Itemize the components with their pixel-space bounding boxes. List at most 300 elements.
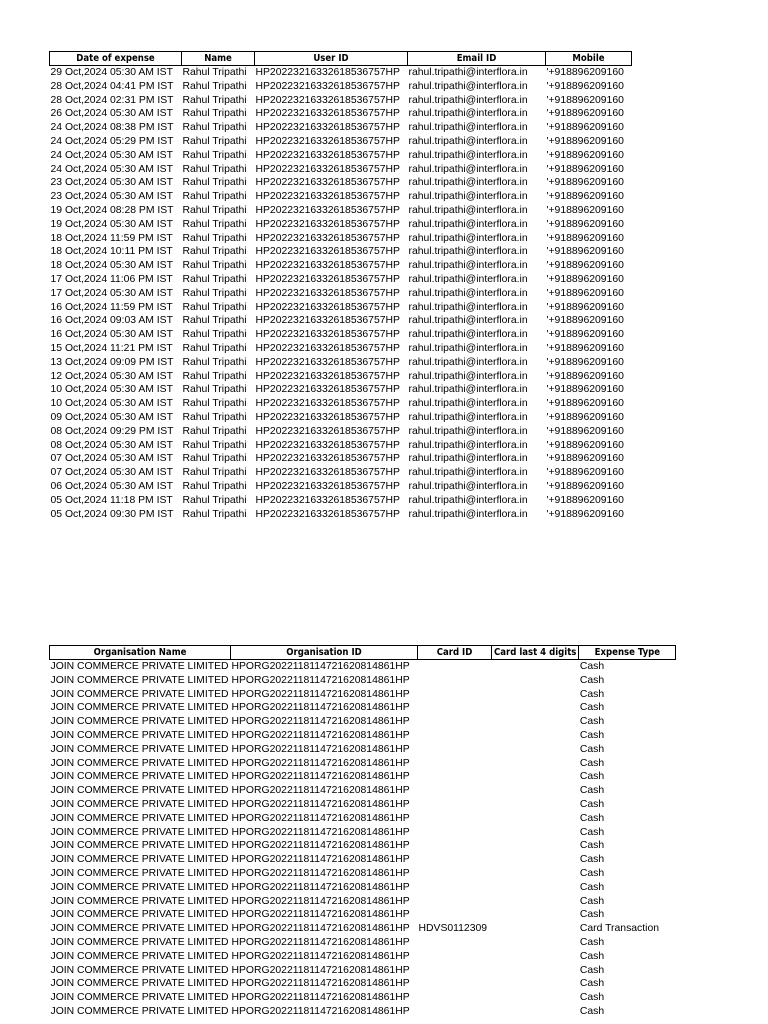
table-row [50, 784, 676, 798]
cell-date: 17 Oct,2024 11:06 PM IST [50, 273, 173, 285]
table-header-row [50, 646, 676, 660]
cell-name: Rahul Tripathi [182, 480, 247, 492]
cell-name: Rahul Tripathi [182, 94, 247, 106]
cell-name: Rahul Tripathi [182, 204, 247, 216]
cell-name: Rahul Tripathi [182, 260, 247, 272]
cell-date: 23 Oct,2024 05:30 AM IST [50, 191, 173, 203]
cell-date: 13 Oct,2024 09:09 PM IST [50, 356, 174, 368]
cell-card-id [418, 853, 492, 867]
cell-mobile: '+918896209160 [546, 453, 624, 465]
cell-email: rahul.tripathi@interflora.in [408, 329, 528, 341]
cell-user-id: HP20223216332618536757HP [255, 356, 400, 368]
cell-card-id [418, 826, 492, 840]
table-row [50, 839, 676, 853]
cell-organisation-id: HPORG2022118114721620814861HP [231, 661, 410, 672]
cell-mobile: '+918896209160 [546, 398, 624, 410]
table-row [50, 798, 676, 812]
cell-date: 05 Oct,2024 09:30 PM IST [50, 508, 174, 520]
expense-user-table [49, 51, 632, 521]
cell-mobile: '+918896209160 [546, 177, 624, 189]
cell-expense-type: Cash [579, 854, 605, 866]
cell-email: rahul.tripathi@interflora.in [408, 80, 528, 92]
cell-card-id [418, 936, 492, 950]
cell-organisation-id: HPORG2022118114721620814861HP [231, 867, 410, 879]
cell-organisation-id: HPORG2022118114721620814861HP [231, 812, 410, 824]
cell-expense-type: Cash [579, 992, 605, 1004]
cell-organisation-id: HPORG2022118114721620814861HP [231, 674, 410, 686]
cell-organisation-id: HPORG2022118114721620814861HP [231, 702, 410, 714]
table-row [50, 977, 676, 991]
cell-name: Rahul Tripathi [182, 273, 247, 285]
cell-email: rahul.tripathi@interflora.in [408, 342, 528, 354]
cell-organisation-id: HPORG2022118114721620814861HP [231, 771, 410, 783]
column-header-email: Email ID [408, 52, 546, 66]
cell-user-id: HP20223216332618536757HP [255, 370, 400, 382]
cell-date: 24 Oct,2024 08:38 PM IST [50, 122, 174, 134]
cell-card-id [418, 798, 492, 812]
cell-date: 12 Oct,2024 05:30 AM IST [50, 370, 173, 382]
table-row [50, 259, 632, 273]
cell-expense-type: Cash [579, 964, 605, 976]
table-row [50, 439, 632, 453]
cell-organisation-id: HPORG2022118114721620814861HP [231, 923, 410, 935]
cell-name: Rahul Tripathi [182, 425, 247, 437]
cell-expense-type: Cash [579, 826, 605, 838]
table-row [50, 770, 676, 784]
cell-name: Rahul Tripathi [182, 370, 247, 382]
cell-expense-type: Cash [579, 936, 605, 948]
cell-mobile: '+918896209160 [546, 494, 624, 506]
table-row [50, 107, 632, 121]
cell-expense-type: Cash [579, 895, 605, 907]
cell-user-id: HP20223216332618536757HP [255, 384, 400, 396]
cell-user-id: HP20223216332618536757HP [255, 204, 400, 216]
cell-mobile: '+918896209160 [546, 191, 624, 203]
cell-user-id: HP20223216332618536757HP [255, 122, 400, 134]
cell-date: 18 Oct,2024 10:11 PM IST [50, 246, 173, 258]
cell-date: 24 Oct,2024 05:30 AM IST [50, 163, 173, 175]
cell-name: Rahul Tripathi [182, 135, 247, 147]
cell-user-id: HP20223216332618536757HP [255, 329, 400, 341]
table-row [50, 1005, 676, 1019]
cell-mobile: '+918896209160 [546, 135, 624, 147]
cell-mobile: '+918896209160 [546, 163, 624, 175]
cell-card-id [418, 881, 492, 895]
cell-name: Rahul Tripathi [182, 342, 247, 354]
cell-date: 16 Oct,2024 09:03 AM IST [50, 315, 173, 327]
cell-card-last-4 [492, 895, 579, 909]
cell-date: 06 Oct,2024 05:30 AM IST [50, 480, 173, 492]
cell-name: Rahul Tripathi [182, 329, 247, 341]
table-row [50, 397, 632, 411]
cell-mobile: '+918896209160 [546, 273, 624, 285]
cell-expense-type: Cash [579, 840, 605, 852]
cell-organisation-name: JOIN COMMERCE PRIVATE LIMITED [50, 826, 229, 838]
cell-date: 26 Oct,2024 05:30 AM IST [50, 108, 173, 120]
table-row [50, 383, 632, 397]
cell-name: Rahul Tripathi [182, 494, 247, 506]
table-row [50, 273, 632, 287]
cell-user-id: HP20223216332618536757HP [255, 425, 400, 437]
cell-user-id: HP20223216332618536757HP [255, 287, 400, 299]
cell-organisation-name: JOIN COMMERCE PRIVATE LIMITED [50, 1005, 229, 1017]
cell-organisation-id: HPORG2022118114721620814861HP [231, 840, 410, 852]
cell-date: 09 Oct,2024 05:30 AM IST [50, 411, 173, 423]
cell-user-id: HP20223216332618536757HP [255, 80, 400, 92]
table-row [50, 674, 676, 688]
cell-organisation-name: JOIN COMMERCE PRIVATE LIMITED [50, 702, 229, 714]
cell-organisation-name: JOIN COMMERCE PRIVATE LIMITED [50, 812, 229, 824]
cell-card-id [418, 867, 492, 881]
cell-organisation-id: HPORG2022118114721620814861HP [231, 881, 410, 893]
cell-expense-type: Cash [579, 757, 605, 769]
table-row [50, 757, 676, 771]
cell-organisation-id: HPORG2022118114721620814861HP [231, 936, 410, 948]
table-row [50, 66, 632, 80]
cell-mobile: '+918896209160 [546, 329, 624, 341]
table-row [50, 895, 676, 909]
cell-date: 08 Oct,2024 05:30 AM IST [50, 439, 173, 451]
cell-user-id: HP20223216332618536757HP [255, 260, 400, 272]
cell-organisation-name: JOIN COMMERCE PRIVATE LIMITED [50, 881, 229, 893]
cell-email: rahul.tripathi@interflora.in [408, 287, 528, 299]
cell-mobile: '+918896209160 [546, 480, 624, 492]
table-row [50, 991, 676, 1005]
cell-email: rahul.tripathi@interflora.in [408, 246, 528, 258]
cell-organisation-id: HPORG2022118114721620814861HP [231, 964, 410, 976]
table-row [50, 881, 676, 895]
cell-organisation-name: JOIN COMMERCE PRIVATE LIMITED [50, 895, 229, 907]
cell-name: Rahul Tripathi [182, 398, 247, 410]
cell-organisation-name: JOIN COMMERCE PRIVATE LIMITED [50, 909, 229, 921]
cell-email: rahul.tripathi@interflora.in [408, 398, 528, 410]
cell-card-id [418, 660, 492, 674]
cell-organisation-id: HPORG2022118114721620814861HP [231, 1005, 410, 1017]
table-row [50, 494, 632, 508]
cell-expense-type: Cash [579, 881, 605, 893]
cell-date: 08 Oct,2024 09:29 PM IST [50, 425, 174, 437]
cell-user-id: HP20223216332618536757HP [255, 315, 400, 327]
column-header-card-id: Card ID [418, 646, 492, 660]
cell-date: 29 Oct,2024 05:30 AM IST [50, 67, 173, 78]
cell-card-id: HDVS0112309 [418, 923, 488, 935]
table-row [50, 245, 632, 259]
table-row [50, 163, 632, 177]
column-header-date: Date of expense [50, 52, 182, 66]
cell-email: rahul.tripathi@interflora.in [408, 467, 528, 479]
cell-organisation-name: JOIN COMMERCE PRIVATE LIMITED [50, 964, 229, 976]
cell-card-id [418, 964, 492, 978]
cell-mobile: '+918896209160 [546, 315, 624, 327]
cell-mobile: '+918896209160 [546, 122, 624, 134]
cell-name: Rahul Tripathi [182, 439, 247, 451]
cell-email: rahul.tripathi@interflora.in [408, 494, 528, 506]
cell-card-last-4 [492, 798, 579, 812]
cell-card-last-4 [492, 784, 579, 798]
cell-organisation-name: JOIN COMMERCE PRIVATE LIMITED [50, 729, 229, 741]
cell-card-id [418, 950, 492, 964]
table-row [50, 328, 632, 342]
cell-email: rahul.tripathi@interflora.in [408, 453, 528, 465]
cell-organisation-id: HPORG2022118114721620814861HP [231, 743, 410, 755]
column-header-organisation-id: Organisation ID [231, 646, 418, 660]
cell-date: 28 Oct,2024 04:41 PM IST [50, 80, 174, 92]
cell-organisation-name: JOIN COMMERCE PRIVATE LIMITED [50, 840, 229, 852]
cell-expense-type: Cash [579, 909, 605, 921]
table-row [50, 342, 632, 356]
cell-card-last-4 [492, 936, 579, 950]
cell-user-id: HP20223216332618536757HP [255, 177, 400, 189]
cell-date: 18 Oct,2024 11:59 PM IST [50, 232, 173, 244]
cell-organisation-id: HPORG2022118114721620814861HP [231, 895, 410, 907]
table-row [50, 660, 676, 674]
column-header-expense-type: Expense Type [579, 646, 676, 660]
cell-user-id: HP20223216332618536757HP [255, 342, 400, 354]
cell-user-id: HP20223216332618536757HP [255, 246, 400, 258]
table-row [50, 314, 632, 328]
cell-name: Rahul Tripathi [182, 467, 247, 479]
cell-card-last-4 [492, 729, 579, 743]
cell-card-id [418, 839, 492, 853]
column-header-user-id: User ID [255, 52, 408, 66]
cell-email: rahul.tripathi@interflora.in [408, 384, 528, 396]
table-row [50, 80, 632, 94]
cell-card-last-4 [492, 839, 579, 853]
cell-expense-type: Card Transaction [579, 923, 659, 935]
cell-mobile: '+918896209160 [546, 467, 624, 479]
cell-email: rahul.tripathi@interflora.in [408, 67, 528, 78]
cell-mobile: '+918896209160 [546, 204, 624, 216]
cell-mobile: '+918896209160 [546, 232, 624, 244]
cell-email: rahul.tripathi@interflora.in [408, 411, 528, 423]
cell-card-last-4 [492, 1005, 579, 1019]
cell-expense-type: Cash [579, 661, 605, 672]
cell-user-id: HP20223216332618536757HP [255, 135, 400, 147]
cell-card-last-4 [492, 688, 579, 702]
cell-name: Rahul Tripathi [182, 384, 247, 396]
table-row [50, 94, 632, 108]
cell-card-id [418, 715, 492, 729]
cell-mobile: '+918896209160 [546, 508, 624, 520]
cell-card-id [418, 908, 492, 922]
cell-name: Rahul Tripathi [182, 453, 247, 465]
cell-expense-type: Cash [579, 702, 605, 714]
cell-email: rahul.tripathi@interflora.in [408, 370, 528, 382]
cell-mobile: '+918896209160 [546, 149, 624, 161]
cell-organisation-id: HPORG2022118114721620814861HP [231, 992, 410, 1004]
cell-organisation-name: JOIN COMMERCE PRIVATE LIMITED [50, 992, 229, 1004]
cell-organisation-name: JOIN COMMERCE PRIVATE LIMITED [50, 950, 229, 962]
table-row [50, 908, 676, 922]
cell-email: rahul.tripathi@interflora.in [408, 149, 528, 161]
cell-expense-type: Cash [579, 674, 605, 686]
cell-user-id: HP20223216332618536757HP [255, 163, 400, 175]
cell-organisation-id: HPORG2022118114721620814861HP [231, 826, 410, 838]
table-row [50, 826, 676, 840]
cell-name: Rahul Tripathi [182, 232, 247, 244]
cell-organisation-name: JOIN COMMERCE PRIVATE LIMITED [50, 743, 229, 755]
column-header-mobile: Mobile [546, 52, 632, 66]
cell-user-id: HP20223216332618536757HP [255, 398, 400, 410]
column-header-organisation-name: Organisation Name [50, 646, 231, 660]
cell-card-last-4 [492, 660, 579, 674]
cell-name: Rahul Tripathi [182, 301, 247, 313]
cell-date: 16 Oct,2024 11:59 PM IST [50, 301, 173, 313]
cell-date: 16 Oct,2024 05:30 AM IST [50, 329, 173, 341]
table-row [50, 466, 632, 480]
cell-date: 18 Oct,2024 05:30 AM IST [50, 260, 173, 272]
cell-card-last-4 [492, 812, 579, 826]
cell-organisation-name: JOIN COMMERCE PRIVATE LIMITED [50, 661, 229, 672]
cell-date: 23 Oct,2024 05:30 AM IST [50, 177, 173, 189]
table-row [50, 812, 676, 826]
table-header-row [50, 52, 632, 66]
cell-email: rahul.tripathi@interflora.in [408, 439, 528, 451]
table-row [50, 204, 632, 218]
cell-date: 28 Oct,2024 02:31 PM IST [50, 94, 174, 106]
table-row [50, 452, 632, 466]
table-row [50, 149, 632, 163]
table-row [50, 176, 632, 190]
cell-organisation-name: JOIN COMMERCE PRIVATE LIMITED [50, 771, 229, 783]
column-header-name: Name [182, 52, 255, 66]
cell-name: Rahul Tripathi [182, 108, 247, 120]
cell-mobile: '+918896209160 [546, 80, 624, 92]
cell-card-id [418, 895, 492, 909]
cell-card-id [418, 757, 492, 771]
cell-card-id [418, 743, 492, 757]
cell-card-id [418, 770, 492, 784]
cell-organisation-name: JOIN COMMERCE PRIVATE LIMITED [50, 978, 229, 990]
table-row [50, 950, 676, 964]
cell-card-id [418, 674, 492, 688]
cell-email: rahul.tripathi@interflora.in [408, 204, 528, 216]
cell-card-last-4 [492, 867, 579, 881]
cell-card-last-4 [492, 674, 579, 688]
cell-organisation-id: HPORG2022118114721620814861HP [231, 978, 410, 990]
cell-user-id: HP20223216332618536757HP [255, 467, 400, 479]
cell-card-last-4 [492, 770, 579, 784]
cell-card-last-4 [492, 964, 579, 978]
cell-email: rahul.tripathi@interflora.in [408, 177, 528, 189]
cell-card-id [418, 977, 492, 991]
cell-email: rahul.tripathi@interflora.in [408, 260, 528, 272]
cell-user-id: HP20223216332618536757HP [255, 453, 400, 465]
cell-mobile: '+918896209160 [546, 67, 624, 78]
cell-email: rahul.tripathi@interflora.in [408, 122, 528, 134]
cell-expense-type: Cash [579, 978, 605, 990]
cell-email: rahul.tripathi@interflora.in [408, 218, 528, 230]
cell-user-id: HP20223216332618536757HP [255, 508, 400, 520]
table-row [50, 301, 632, 315]
cell-name: Rahul Tripathi [182, 218, 247, 230]
cell-name: Rahul Tripathi [182, 508, 247, 520]
cell-expense-type: Cash [579, 729, 605, 741]
cell-organisation-name: JOIN COMMERCE PRIVATE LIMITED [50, 923, 229, 935]
expense-user-table-body [50, 66, 632, 522]
cell-email: rahul.tripathi@interflora.in [408, 480, 528, 492]
cell-name: Rahul Tripathi [182, 149, 247, 161]
cell-card-last-4 [492, 991, 579, 1005]
cell-expense-type: Cash [579, 688, 605, 700]
table-row [50, 232, 632, 246]
cell-card-last-4 [492, 908, 579, 922]
cell-email: rahul.tripathi@interflora.in [408, 425, 528, 437]
cell-organisation-id: HPORG2022118114721620814861HP [231, 729, 410, 741]
cell-organisation-id: HPORG2022118114721620814861HP [231, 798, 410, 810]
cell-organisation-name: JOIN COMMERCE PRIVATE LIMITED [50, 798, 229, 810]
cell-user-id: HP20223216332618536757HP [255, 411, 400, 423]
table-row [50, 190, 632, 204]
cell-mobile: '+918896209160 [546, 218, 624, 230]
cell-user-id: HP20223216332618536757HP [255, 94, 400, 106]
cell-expense-type: Cash [579, 743, 605, 755]
cell-organisation-id: HPORG2022118114721620814861HP [231, 909, 410, 921]
cell-user-id: HP20223216332618536757HP [255, 218, 400, 230]
cell-mobile: '+918896209160 [546, 301, 624, 313]
table-row [50, 425, 632, 439]
cell-card-last-4 [492, 977, 579, 991]
cell-date: 19 Oct,2024 05:30 AM IST [50, 218, 173, 230]
cell-date: 17 Oct,2024 05:30 AM IST [50, 287, 173, 299]
cell-date: 24 Oct,2024 05:29 PM IST [50, 135, 174, 147]
cell-name: Rahul Tripathi [182, 191, 247, 203]
cell-expense-type: Cash [579, 812, 605, 824]
cell-organisation-name: JOIN COMMERCE PRIVATE LIMITED [50, 936, 229, 948]
cell-mobile: '+918896209160 [546, 260, 624, 272]
cell-mobile: '+918896209160 [546, 356, 624, 368]
cell-card-id [418, 812, 492, 826]
cell-user-id: HP20223216332618536757HP [255, 108, 400, 120]
cell-mobile: '+918896209160 [546, 246, 624, 258]
cell-date: 07 Oct,2024 05:30 AM IST [50, 453, 173, 465]
cell-mobile: '+918896209160 [546, 411, 624, 423]
column-header-card-last-4: Card last 4 digits [492, 646, 579, 660]
cell-expense-type: Cash [579, 785, 605, 797]
cell-user-id: HP20223216332618536757HP [255, 67, 400, 78]
cell-email: rahul.tripathi@interflora.in [408, 273, 528, 285]
table-row [50, 743, 676, 757]
table-row [50, 936, 676, 950]
table-row [50, 480, 632, 494]
cell-mobile: '+918896209160 [546, 108, 624, 120]
cell-card-last-4 [492, 950, 579, 964]
cell-date: 19 Oct,2024 08:28 PM IST [50, 204, 174, 216]
cell-card-last-4 [492, 701, 579, 715]
cell-email: rahul.tripathi@interflora.in [408, 191, 528, 203]
cell-email: rahul.tripathi@interflora.in [408, 315, 528, 327]
cell-card-last-4 [492, 743, 579, 757]
table-row [50, 218, 632, 232]
cell-email: rahul.tripathi@interflora.in [408, 94, 528, 106]
cell-name: Rahul Tripathi [182, 411, 247, 423]
table-row [50, 922, 676, 936]
table-row [50, 287, 632, 301]
table-row [50, 121, 632, 135]
cell-name: Rahul Tripathi [182, 246, 247, 258]
cell-mobile: '+918896209160 [546, 425, 624, 437]
cell-name: Rahul Tripathi [182, 287, 247, 299]
table-row [50, 853, 676, 867]
cell-mobile: '+918896209160 [546, 342, 624, 354]
cell-card-last-4 [492, 826, 579, 840]
cell-name: Rahul Tripathi [182, 80, 247, 92]
cell-name: Rahul Tripathi [182, 163, 247, 175]
cell-organisation-id: HPORG2022118114721620814861HP [231, 688, 410, 700]
cell-mobile: '+918896209160 [546, 94, 624, 106]
table-row [50, 729, 676, 743]
cell-organisation-name: JOIN COMMERCE PRIVATE LIMITED [50, 867, 229, 879]
